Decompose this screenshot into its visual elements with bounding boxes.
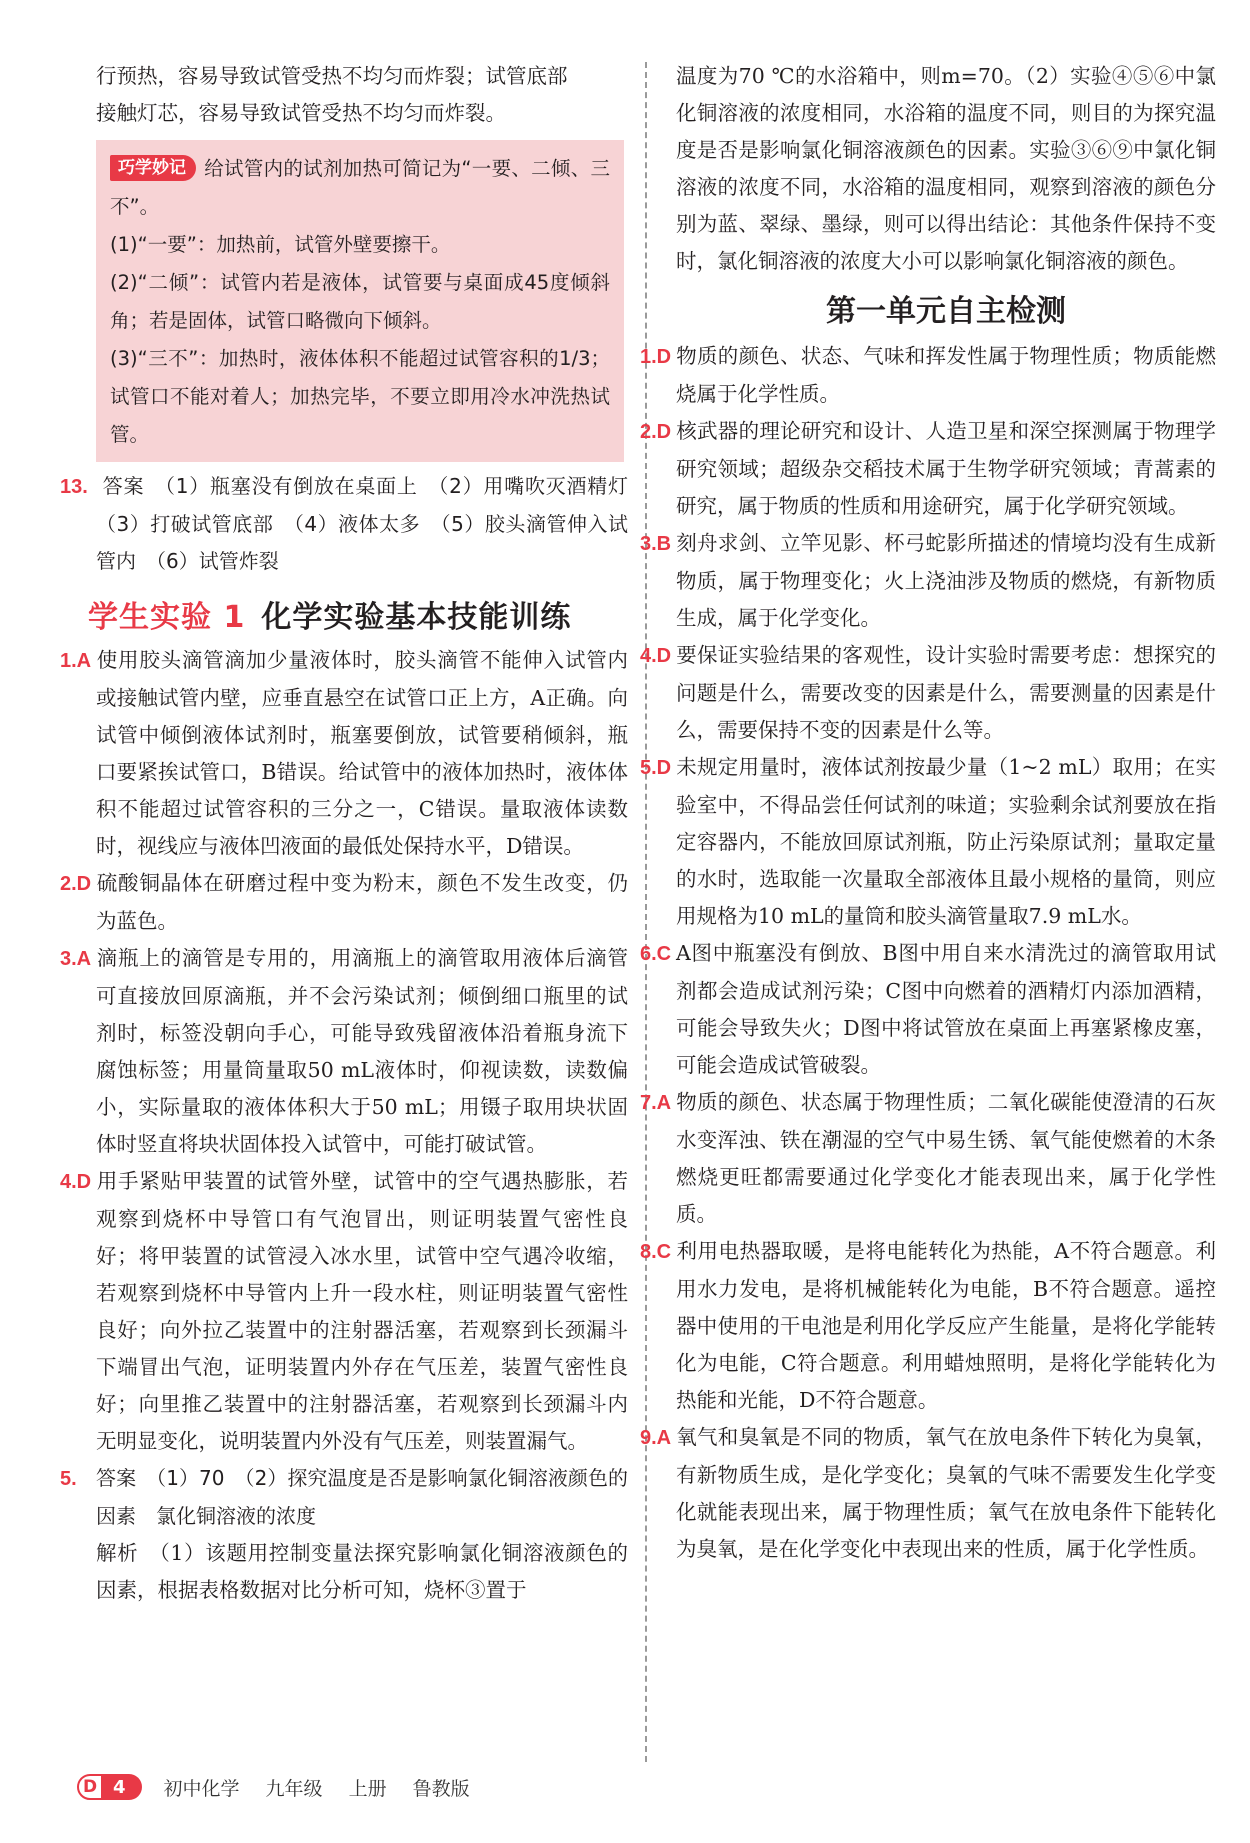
answer-number: 8.C [640, 1241, 672, 1263]
page-badge [77, 1774, 142, 1800]
answer-text: 物质的颜色、状态、气味和挥发性属于物理性质；物质能燃烧属于化学性质。 [676, 344, 1216, 406]
page-footer [77, 1772, 470, 1802]
left-column [60, 58, 648, 1609]
unit-test-title: 第一单元自主检测 [826, 294, 1066, 329]
answer-number: 3.B [640, 533, 672, 555]
column-divider [645, 62, 647, 1762]
answer-item [60, 642, 628, 865]
intro-line: 行预热，容易导致试管受热不均匀而炸裂；试管底部 [96, 64, 568, 88]
answer-text: 答案 （1）70 （2）探究温度是否是影响氯化铜溶液颜色的因素 氯化铜溶液的浓度 [96, 1466, 628, 1528]
answer-number: 1.D [640, 346, 672, 368]
answer-item [640, 637, 1216, 749]
answer-item [640, 935, 1216, 1084]
analysis-text: 解析 （1）该题用控制变量法探究影响氯化铜溶液颜色的因素，根据表格数据对比分析可知，烧杯③置于 [96, 1541, 628, 1602]
tip-tag: 巧学妙记 [110, 155, 196, 181]
section-title [88, 592, 628, 636]
answer-number: 7.A [640, 1092, 672, 1114]
answer-text: 硫酸铜晶体在研磨过程中变为粉末，颜色不发生改变，仍为蓝色。 [96, 871, 628, 933]
section-subtitle: 化学实验基本技能训练 [261, 600, 572, 635]
answer-text: 要保证实验结果的客观性，设计实验时需要考虑：想探究的问题是什么，需要改变的因素是什么，需要测量的因素是什么，需要保持不变的因素是什么等。 [676, 643, 1216, 742]
question-number: 13. [60, 476, 88, 498]
right-column [640, 58, 1216, 1568]
memory-tip-box [96, 140, 624, 462]
answer-item [640, 338, 1216, 413]
answer-text: 用手紧贴甲装置的试管外壁，试管中的空气遇热膨胀，若观察到烧杯中导管口有气泡冒出，则证明装置气密性良好；将甲装置的试管浸入冰水里，试管中空气遇冷收缩，若观察到烧杯中导管内上升一段水柱，则证明装置气密性良好；向外拉乙装置中的注射器活塞，若观察到长颈漏斗下端冒出气泡，证明装置内外存在气压差，装置气密性良好；向里推乙装置中的注射器活塞，若观察到长颈漏斗内无明显变化，说明装置内外没有气压差，则装置漏气。 [96, 1169, 628, 1453]
answer-item [60, 1163, 628, 1460]
answer-text: 使用胶头滴管滴加少量液体时，胶头滴管不能伸入试管内或接触试管内壁，应垂直悬空在试管口正上方，A正确。向试管中倾倒液体试剂时，瓶塞要倒放，试管要稍倾斜，瓶口要紧挨试管口，B错误。给试管中的液体加热时，液体体积不能超过试管容积的三分之一，C错误。量取液体读数时，视线应与液体凹液面的最低处保持水平，D错误。 [96, 648, 628, 858]
answer-item [640, 525, 1216, 637]
answer-number: 1.A [60, 650, 92, 672]
footer-subject: 初中化学 [163, 1777, 240, 1800]
answer-item [60, 865, 628, 940]
question-number: 5. [60, 1468, 77, 1490]
answer-item [640, 1419, 1216, 1568]
footer-grade: 九年级 [265, 1777, 323, 1800]
answer-text: 答案 （1）瓶塞没有倒放在桌面上 （2）用嘴吹灭酒精灯 （3）打破试管底部 （4）液体太多 （5）胶头滴管伸入试管内 （6）试管炸裂 [96, 474, 648, 573]
badge-letter: D [77, 1774, 103, 1800]
answer-text: 利用电热器取暖，是将电能转化为热能，A不符合题意。利用水力发电，是将机械能转化为电能，B不符合题意。遥控器中使用的干电池是利用化学反应产生能量，是将化学能转化为电能，C符合题意。利用蜡烛照明，是将化学能转化为热能和光能，D不符合题意。 [676, 1239, 1216, 1412]
answer-number: 4.D [60, 1171, 92, 1193]
question-13 [60, 468, 648, 580]
footer-edition: 鲁教版 [412, 1777, 470, 1800]
answer-item [640, 1084, 1216, 1233]
answer-number: 6.C [640, 943, 672, 965]
answer-item [640, 413, 1216, 525]
answer-text: 刻舟求剑、立竿见影、杯弓蛇影所描述的情境均没有生成新物质，属于物理变化；火上浇油涉及物质的燃烧，有新物质生成，属于化学变化。 [676, 531, 1216, 630]
answer-number: 5.D [640, 757, 672, 779]
tip-line: (1)“一要”：加热前，试管外壁要擦干。 [110, 233, 451, 256]
answer-number: 9.A [640, 1427, 672, 1449]
tip-line: (3)“三不”：加热时，液体体积不能超过试管容积的1/3；试管口不能对着人；加热完毕，不要立即用冷水冲洗热试管。 [110, 347, 610, 446]
answer-number: 2.D [640, 421, 672, 443]
answer-item [60, 940, 628, 1163]
answer-text: 未规定用量时，液体试剂按最少量（1~2 mL）取用；在实验室中，不得品尝任何试剂的味道；实验剩余试剂要放在指定容器内，不能放回原试剂瓶，防止污染原试剂；量取定量的水时，选取能一次量取全部液体且最小规格的量筒，则应用规格为10 mL的量筒和胶头滴管量取7.9 mL水。 [676, 755, 1216, 928]
answer-text: 氧气和臭氧是不同的物质，氧气在放电条件下转化为臭氧，有新物质生成，是化学变化；臭氧的气味不需要发生化学变化就能表现出来，属于物理性质；氧气在放电条件下能转化为臭氧，是在化学变化中表现出来的性质，属于化学性质。 [676, 1425, 1216, 1561]
answer-number: 2.D [60, 873, 92, 895]
page-number: 4 [103, 1774, 142, 1800]
answer-text: 核武器的理论研究和设计、人造卫星和深空探测属于物理学研究领域；超级杂交稻技术属于生物学研究领域；青蒿素的研究，属于物质的性质和用途研究，属于化学研究领域。 [676, 419, 1216, 518]
question-5 [60, 1460, 628, 1535]
answer-number: 3.A [60, 948, 92, 970]
answer-text: A图中瓶塞没有倒放、B图中用自来水清洗过的滴管取用试剂都会造成试剂污染；C图中向燃着的酒精灯内添加酒精，可能会导致失火；D图中将试管放在桌面上再塞紧橡皮塞，可能会造成试管破裂。 [676, 941, 1216, 1077]
answer-item [640, 749, 1216, 935]
tip-line: (2)“二倾”：试管内若是液体，试管要与桌面成45度倾斜角；若是固体，试管口略微向下倾斜。 [110, 271, 610, 332]
tip-line: 巧学妙记 给试管内的试剂加热可简记为“一要、二倾、三不”。 [110, 157, 610, 218]
answer-text: 物质的颜色、状态属于物理性质；二氧化碳能使澄清的石灰水变浑浊、铁在潮湿的空气中易生锈、氧气能使燃着的木条燃烧更旺都需要通过化学变化才能表现出来，属于化学性质。 [676, 1090, 1216, 1226]
continued-analysis: 温度为70 ℃的水浴箱中，则m=70。（2）实验④⑤⑥中氯化铜溶液的浓度相同，水浴箱的温度不同，则目的为探究温度是否是影响氯化铜溶液颜色的因素。实验③⑥⑨中氯化铜溶液的浓度不同，水浴箱的温度相同，观察到溶液的颜色分别为蓝、翠绿、墨绿，则可以得出结论：其他条件保持不变时，氯化铜溶液的浓度大小可以影响氯化铜溶液的颜色。 [676, 64, 1216, 273]
section-heading: 学生实验 1 [88, 600, 246, 635]
answer-item [640, 1233, 1216, 1419]
intro-line: 接触灯芯，容易导致试管受热不均匀而炸裂。 [96, 101, 506, 125]
answer-text: 滴瓶上的滴管是专用的，用滴瓶上的滴管取用液体后滴管可直接放回原滴瓶，并不会污染试剂；倾倒细口瓶里的试剂时，标签没朝向手心，可能导致残留液体沿着瓶身流下腐蚀标签；用量筒量取50 mL液体时，仰视读数，读数偏小，实际量取的液体体积大于50 mL；用镊子取用块状固体时竖直将块状固体投入试管中，可能打破试管。 [96, 946, 628, 1156]
intro-paragraph [96, 58, 628, 132]
answer-number: 4.D [640, 645, 672, 667]
footer-volume: 上册 [348, 1777, 387, 1800]
